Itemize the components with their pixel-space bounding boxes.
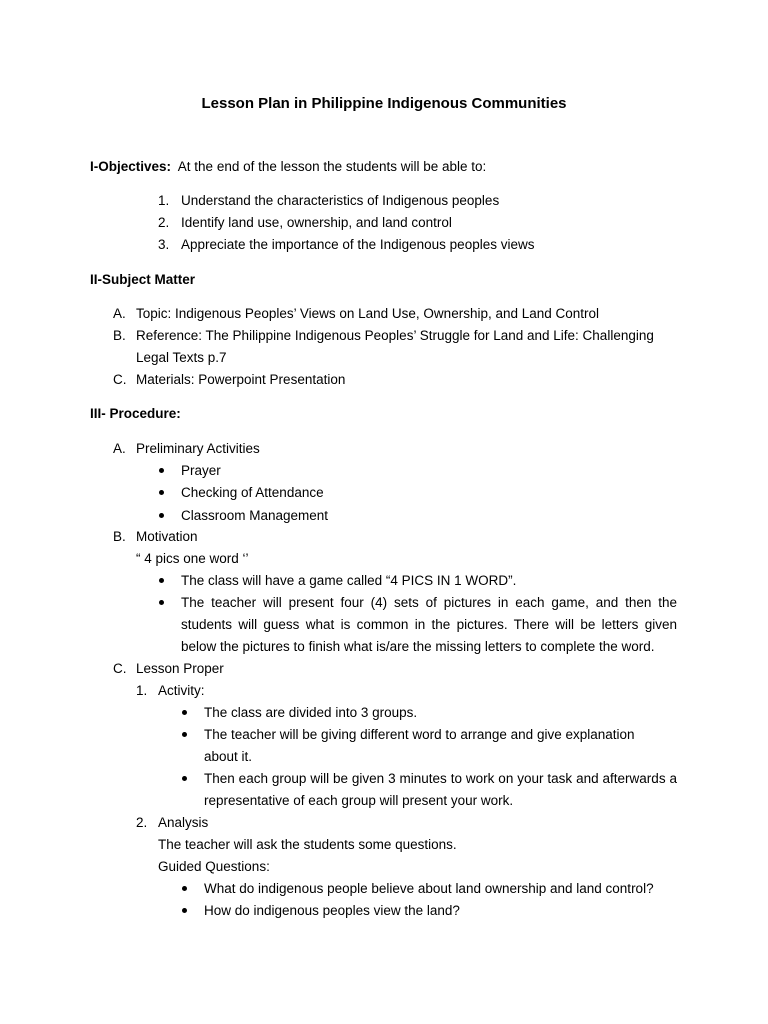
subject-matter-heading: II-Subject Matter xyxy=(90,272,196,287)
list-item: Prayer xyxy=(181,463,221,478)
subject-item-reference-cont: Legal Texts p.7 xyxy=(136,350,227,365)
motivation-subtitle: “ 4 pics one word ‘’ xyxy=(136,551,249,566)
activity-task-description: Then each group will be given 3 minutes to work on your task and afterwards a representative of each group will present your work. xyxy=(204,771,677,808)
objective-number: 2. xyxy=(158,215,170,230)
bullet-icon xyxy=(182,710,187,715)
list-item: The teacher will be giving different word to arrange and give explanation xyxy=(204,727,635,742)
objectives-intro: At the end of the lesson the students will be able to: xyxy=(177,159,487,174)
bullet-icon xyxy=(159,513,164,518)
lesson-proper-label: Lesson Proper xyxy=(136,661,224,676)
objective-number: 3. xyxy=(158,237,170,252)
procedure-heading: III- Procedure: xyxy=(90,406,181,421)
list-item: How do indigenous peoples view the land? xyxy=(204,903,460,918)
subject-item-topic: Topic: Indigenous Peoples’ Views on Land Use, Ownership, and Land Control xyxy=(136,306,600,321)
objective-item: Identify land use, ownership, and land control xyxy=(181,215,452,230)
subject-mark: B. xyxy=(113,328,126,343)
activity-label: Activity: xyxy=(158,683,205,698)
guided-questions-label: Guided Questions: xyxy=(158,859,270,874)
bullet-icon xyxy=(159,578,164,583)
subject-item-materials: Materials: Powerpoint Presentation xyxy=(136,372,346,387)
step-number: 2. xyxy=(136,815,148,830)
bullet-icon xyxy=(182,886,187,891)
bullet-icon xyxy=(159,490,164,495)
list-item: The class are divided into 3 groups. xyxy=(204,705,418,720)
objectives-heading: I-Objectives: xyxy=(90,159,172,174)
step-number: 1. xyxy=(136,683,148,698)
subject-mark: C. xyxy=(113,372,127,387)
list-item: Classroom Management xyxy=(181,508,329,523)
objective-item: Appreciate the importance of the Indigenous peoples views xyxy=(181,237,535,252)
subject-item-reference: Reference: The Philippine Indigenous Peoples’ Struggle for Land and Life: Challenging xyxy=(136,328,654,343)
objective-number: 1. xyxy=(158,193,170,208)
procedure-mark: C. xyxy=(113,661,127,676)
analysis-label: Analysis xyxy=(158,815,209,830)
procedure-mark: B. xyxy=(113,529,126,544)
page-title: Lesson Plan in Philippine Indigenous Communities xyxy=(201,95,567,112)
list-item: The class will have a game called “4 PICS IN 1 WORD”. xyxy=(181,573,517,588)
objectives-line xyxy=(90,158,486,176)
bullet-icon xyxy=(182,776,187,781)
motivation-label: Motivation xyxy=(136,529,198,544)
bullet-icon xyxy=(159,600,164,605)
list-item: Checking of Attendance xyxy=(181,485,324,500)
objective-item: Understand the characteristics of Indigenous peoples xyxy=(181,193,500,208)
subject-mark: A. xyxy=(113,306,126,321)
preliminary-activities-label: Preliminary Activities xyxy=(136,441,260,456)
procedure-mark: A. xyxy=(113,441,126,456)
motivation-game-description: The teacher will present four (4) sets of pictures in each game, and then the students will guess what is common in the pictures. There will be letters given below the pictures to finish what is/are the missing letters to complete the word. xyxy=(181,595,677,654)
bullet-icon xyxy=(182,908,187,913)
list-item: What do indigenous people believe about land ownership and land control? xyxy=(204,881,654,896)
bullet-icon xyxy=(182,732,187,737)
bullet-icon xyxy=(159,468,164,473)
list-item-cont: about it. xyxy=(204,749,253,764)
analysis-text: The teacher will ask the students some questions. xyxy=(158,837,457,852)
